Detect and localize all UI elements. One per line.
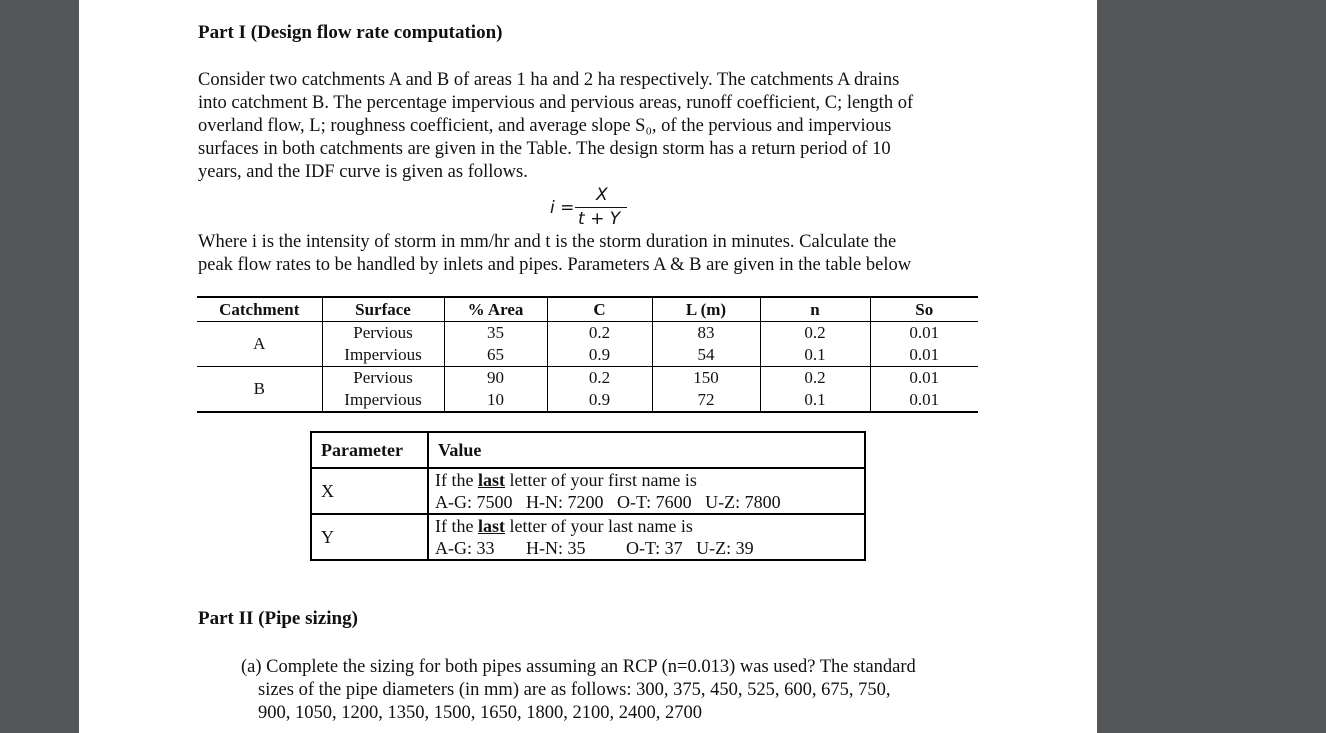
equation-numerator: X [596,185,608,205]
table-row [197,367,978,390]
parameter-header-row [311,432,865,468]
table-cell: 0.1 [760,389,870,412]
value-text: letter of your last name is [504,516,693,536]
value-options: A-G: 33 H-N: 35 O-T: 37 U-Z: 39 [435,538,754,558]
table-cell: Pervious [322,322,444,345]
part1-heading: Part I (Design flow rate computation) [198,22,503,43]
value-emphasis: last [477,516,505,536]
table-cell: 0.2 [547,322,652,345]
table-cell: 83 [652,322,760,345]
table-cell: 0.01 [870,367,978,390]
parameter-y: Y [311,514,428,560]
intro-line-2: into catchment B. The percentage impervious and pervious areas, runoff coefficient, C; length of [198,93,914,113]
part2-heading: Part II (Pipe sizing) [198,608,358,629]
table-cell: Pervious [322,367,444,390]
value-x [428,468,865,514]
intro-line-4: surfaces in both catchments are given in the Table. The design storm has a return period of 10 [198,139,891,159]
where-line-1: Where i is the intensity of storm in mm/hr and t is the storm duration in minutes. Calculate the [198,232,897,252]
part2-item-a [241,656,916,725]
table-cell: 35 [444,322,547,345]
table-cell: 0.2 [547,367,652,390]
table-cell: 10 [444,389,547,412]
item-a-line-2: sizes of the pipe diameters (in mm) are as follows: 300, 375, 450, 525, 600, 675, 750, [258,680,891,700]
header-so: So [870,297,978,322]
table-cell: 150 [652,367,760,390]
header-l: L (m) [652,297,760,322]
value-emphasis: last [477,470,505,490]
table-cell: 0.9 [547,344,652,367]
table-cell: 0.2 [760,367,870,390]
table-cell: 0.2 [760,322,870,345]
document-page [79,0,1097,733]
header-c: C [547,297,652,322]
value-text: If the [435,470,478,490]
intro-line-3: overland flow, L; roughness coefficient, and average slope S₀, of the pervious and impervious [198,116,892,136]
table-cell: 0.01 [870,389,978,412]
item-a-line-3: 900, 1050, 1200, 1350, 1500, 1650, 1800, 2100, 2400, 2700 [258,703,702,723]
table-cell: 65 [444,344,547,367]
header-catchment: Catchment [197,297,322,322]
table-cell: 0.01 [870,322,978,345]
table-cell: 0.9 [547,389,652,412]
table-cell: 90 [444,367,547,390]
intro-line-1: Consider two catchments A and B of areas 1 ha and 2 ha respectively. The catchments A drains [198,70,900,90]
header-n: n [760,297,870,322]
value-text: letter of your first name is [504,470,697,490]
fraction-bar [575,207,627,208]
table-row [197,322,978,345]
header-surface: Surface [322,297,444,322]
table-cell: Impervious [322,389,444,412]
value-options: A-G: 7500 H-N: 7200 O-T: 7600 U-Z: 7800 [435,492,781,512]
header-parameter: Parameter [311,432,428,468]
table-cell: 72 [652,389,760,412]
header-area: % Area [444,297,547,322]
table-cell: Impervious [322,344,444,367]
where-line-2: peak flow rates to be handled by inlets and pipes. Parameters A & B are given in the table below [198,255,912,275]
table-row [311,514,865,560]
header-value: Value [428,432,865,468]
parameter-table [310,431,866,561]
value-y [428,514,865,560]
parameter-x: X [311,468,428,514]
intro-line-5: years, and the IDF curve is given as follows. [198,162,528,182]
table-cell: 0.01 [870,344,978,367]
table-row [311,468,865,514]
equation-lhs: i = [550,198,575,218]
catchment-table [197,296,978,413]
table-cell: 54 [652,344,760,367]
equation-denominator: t + Y [578,209,621,229]
table-cell: 0.1 [760,344,870,367]
catchment-header-row [197,297,978,322]
value-text: If the [435,516,478,536]
item-a-line-1: (a) Complete the sizing for both pipes assuming an RCP (n=0.013) was used? The standard [241,657,916,677]
catchment-label: B [197,367,322,413]
catchment-label: A [197,322,322,367]
